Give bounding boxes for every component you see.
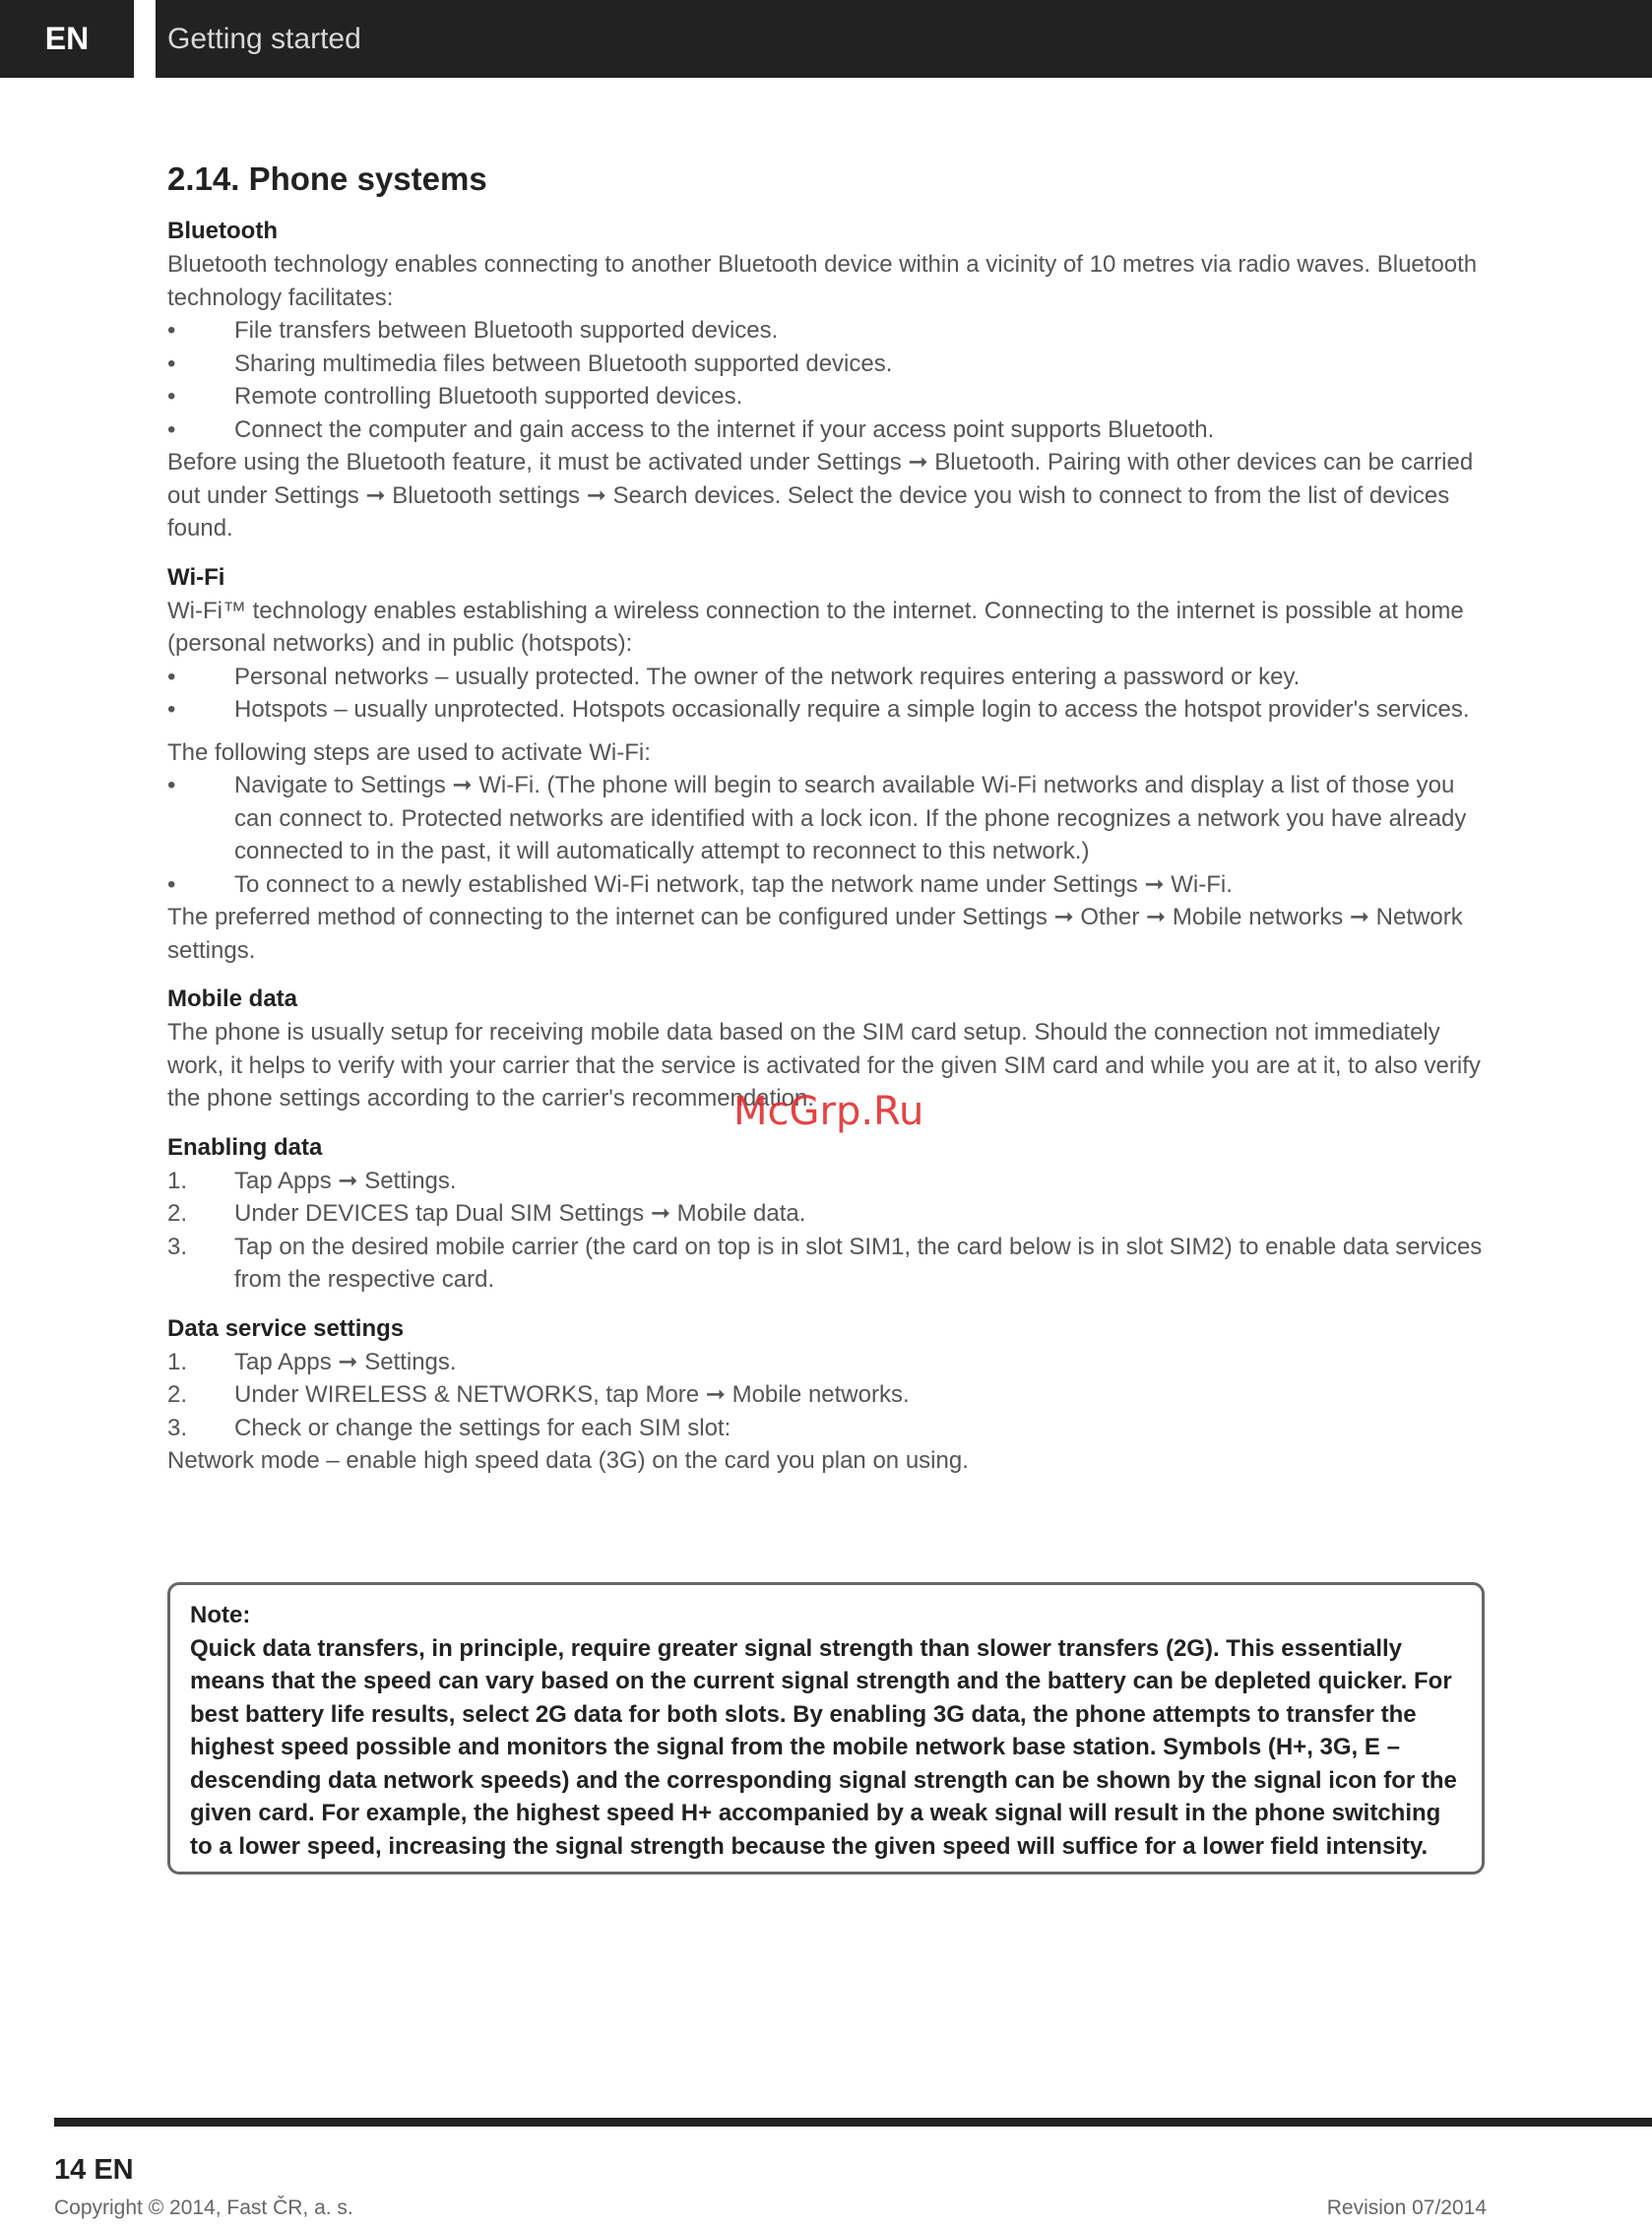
bluetooth-outro: Before using the Bluetooth feature, it must be activated under Settings ➞ Bluetooth. Pairing with other devices can be carried out under Settings ➞ Bluetooth settings ➞ Search devices. Select the device you wish to connect to from the list of devices found. (167, 449, 1474, 541)
enabling-data-section (167, 1131, 1487, 1297)
note-label: Note: (190, 1602, 251, 1628)
list-item: • Sharing multimedia files between Bluetooth supported devices. (167, 350, 893, 377)
wifi-section (167, 561, 1487, 968)
enabling-data-heading: Enabling data (167, 1133, 323, 1161)
list-item: • To connect to a newly established Wi-Fi network, tap the network name under Settings ➞ Wi-Fi. (167, 870, 1233, 898)
copyright: Copyright © 2014, Fast ČR, a. s. (54, 2196, 353, 2219)
list-item: • Remote controlling Bluetooth supported devices. (167, 383, 743, 410)
mobile-data-text: The phone is usually setup for receiving mobile data based on the SIM card setup. Should the connection not immediately work, it helps to verify with your carrier that the service is activated for the given SIM card and while you are at it, to also verify the phone settings according to the carrier's recommendation. (167, 1019, 1481, 1112)
list-item: 3. Check or change the settings for each SIM slot: (167, 1414, 731, 1441)
section-header: Getting started (156, 0, 1652, 78)
wifi-intro: Wi-Fi™ technology enables establishing a wireless connection to the internet. Connecting to the internet is possible at home (personal networks) and in public (hotspots): (167, 597, 1464, 657)
list-item: 3. Tap on the desired mobile carrier (the card on top is in slot SIM1, the card below is in slot SIM2) to enable data services from the respective card. (167, 1233, 1483, 1293)
footer-divider (54, 2118, 1652, 2127)
mobile-data-heading: Mobile data (167, 986, 298, 1012)
data-service-heading: Data service settings (167, 1314, 405, 1342)
list-item: • Hotspots – usually unprotected. Hotspots occasionally require a simple login to access the hotspot provider's services. (167, 696, 1470, 723)
note-text: Quick data transfers, in principle, require greater signal strength than slower transfers (2G). This essentially means that the speed can vary based on the current signal strength and the battery can be depleted quicker. For best battery life results, select 2G data for both slots. By enabling 3G data, the phone attempts to transfer the highest speed possible and monitors the signal from the mobile network base station. Symbols (H+, 3G, E – descending data network speeds) and the corresponding signal strength can be shown by the signal icon for the given card. For example, the highest speed H+ accompanied by a weak signal will result in the phone switching to a lower speed, increasing the signal strength because the given speed will suffice for a lower field intensity. (190, 1634, 1457, 1860)
list-item: 1. Tap Apps ➞ Settings. (167, 1348, 457, 1375)
revision: Revision 07/2014 (1326, 2196, 1487, 2219)
watermark: McGrp.Ru (733, 1089, 924, 1134)
list-item: 2. Under WIRELESS & NETWORKS, tap More ➞ Mobile networks. (167, 1381, 910, 1408)
data-service-section (167, 1312, 1487, 1478)
bluetooth-section (167, 215, 1487, 545)
list-item: • Connect the computer and gain access to the internet if your access point supports Bluetooth. (167, 415, 1215, 443)
wifi-heading: Wi-Fi (167, 563, 225, 591)
page-title: 2.14. Phone systems (167, 160, 487, 197)
language-tab: EN (0, 0, 134, 78)
wifi-outro: The preferred method of connecting to the internet can be configured under Settings ➞ Other ➞ Mobile networks ➞ Network settings. (167, 904, 1463, 964)
note-box (167, 1582, 1485, 1875)
list-item: • Personal networks – usually protected. The owner of the network requires entering a password or key. (167, 663, 1301, 690)
page-number: 14 EN (54, 2154, 134, 2186)
bluetooth-intro: Bluetooth technology enables connecting to another Bluetooth device within a vicinity of 10 metres via radio waves. Bluetooth technology facilitates: (167, 251, 1478, 311)
list-item: 2. Under DEVICES tap Dual SIM Settings ➞ Mobile data. (167, 1200, 806, 1227)
list-item: • File transfers between Bluetooth supported devices. (167, 317, 779, 344)
list-item: 1. Tap Apps ➞ Settings. (167, 1167, 457, 1194)
list-item: • Navigate to Settings ➞ Wi-Fi. (The phone will begin to search available Wi-Fi networks and display a list of those you can connect to. Protected networks are identified with a lock icon. If the phone recognizes a network you have already connected to in the past, it will automatically attempt to reconnect to this network.) (167, 772, 1467, 864)
page-content (167, 156, 1487, 1494)
bluetooth-heading: Bluetooth (167, 218, 278, 244)
wifi-steps-intro: The following steps are used to activate Wi-Fi: (167, 738, 651, 766)
data-service-outro: Network mode – enable high speed data (3G) on the card you plan on using. (167, 1447, 969, 1474)
